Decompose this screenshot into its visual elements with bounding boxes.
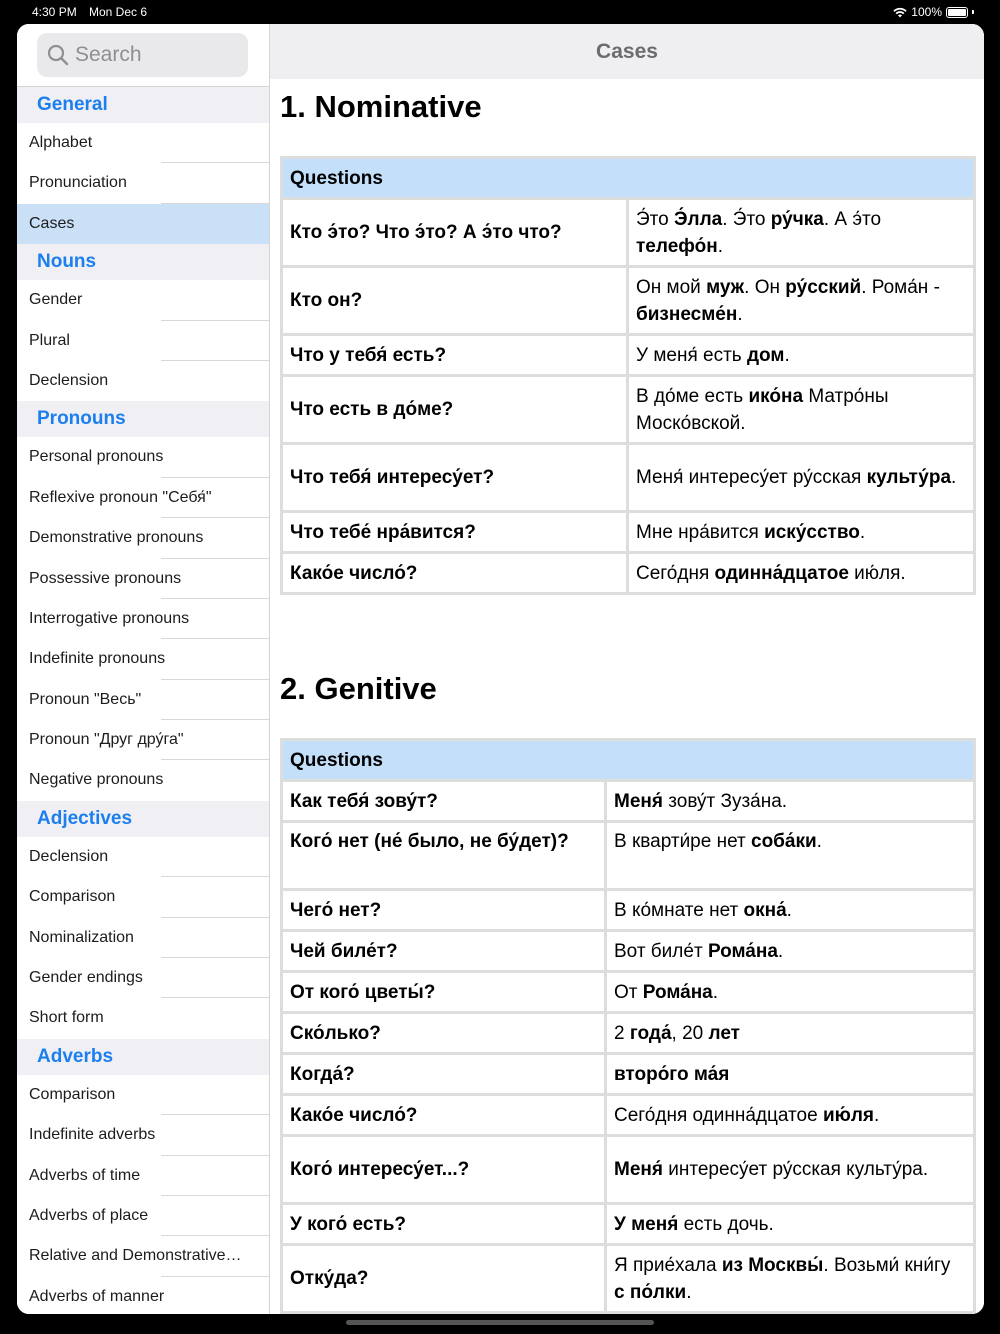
sidebar-item[interactable]: Reflexive pronoun "Себя́" <box>17 478 269 518</box>
status-bar <box>0 0 1000 24</box>
sidebar-item[interactable]: Alphabet <box>17 123 269 163</box>
sidebar-item[interactable]: Declension <box>17 837 269 877</box>
sidebar-item[interactable]: Personal pronouns <box>17 437 269 477</box>
nominative-table <box>280 156 976 595</box>
search-icon <box>47 44 69 66</box>
status-date: Mon Dec 6 <box>89 5 148 19</box>
page-title: Cases <box>270 24 984 79</box>
answer-cell: Меня́ интересу́ет ру́сская культу́ра. <box>628 444 975 512</box>
answer-cell: Мне нра́вится иску́сство. <box>628 512 975 553</box>
sidebar-item[interactable]: Nominalization <box>17 918 269 958</box>
sidebar-section-header: Nouns <box>17 244 269 280</box>
question-cell: Кто э́то? Что э́то? А э́то что? <box>282 199 628 267</box>
answer-cell: У меня́ есть дочь. <box>606 1204 975 1245</box>
sidebar-section-header: General <box>17 87 269 123</box>
table-row <box>282 1136 975 1204</box>
question-cell: Како́е число́? <box>282 553 628 594</box>
sidebar-item[interactable]: Adverbs of time <box>17 1156 269 1196</box>
table-row <box>282 972 975 1013</box>
answer-cell: Сего́дня одинна́дцатое ию́ля. <box>606 1095 975 1136</box>
question-cell: От кого́ цветы́? <box>282 972 606 1013</box>
search-field[interactable] <box>37 33 248 77</box>
question-cell: Ско́лько? <box>282 1013 606 1054</box>
sidebar <box>17 24 270 1314</box>
table-row <box>282 553 975 594</box>
sidebar-item[interactable]: Comparison <box>17 877 269 917</box>
table-row <box>282 1095 975 1136</box>
sidebar-item[interactable]: Adverbs of manner <box>29 1287 165 1305</box>
question-cell: Что есть в до́ме? <box>282 376 628 444</box>
nominative-table-header: Questions <box>282 158 975 199</box>
table-row <box>282 931 975 972</box>
question-cell: Чего́ нет? <box>282 890 606 931</box>
sidebar-item[interactable]: Indefinite adverbs <box>17 1115 269 1155</box>
sidebar-item[interactable]: Pronoun "Весь" <box>17 680 269 720</box>
sidebar-item[interactable]: Relative and Demonstrative… <box>17 1236 269 1276</box>
sidebar-item[interactable]: Gender <box>17 280 269 320</box>
answer-cell: Э́то Э́лла. Э́то ру́чка. А э́то телефо́н. <box>628 199 975 267</box>
table-row <box>282 890 975 931</box>
answer-cell: Меня́ зову́т Зуза́на. <box>606 781 975 822</box>
sidebar-item[interactable]: Pronoun "Друг дру́га" <box>17 720 269 760</box>
status-right <box>893 5 974 19</box>
table-row <box>282 512 975 553</box>
sidebar-item[interactable]: Pronunciation <box>17 163 269 203</box>
question-cell: Чей биле́т? <box>282 931 606 972</box>
table-row <box>282 781 975 822</box>
sidebar-item[interactable]: Gender endings <box>17 958 269 998</box>
table-row <box>282 1245 975 1313</box>
table-row <box>282 1013 975 1054</box>
answer-cell: второ́го ма́я <box>606 1054 975 1095</box>
answer-cell: Вот биле́т Рома́на. <box>606 931 975 972</box>
sidebar-section-header: Adjectives <box>17 801 269 837</box>
question-cell: Кого́ нет (не́ было, не бу́дет)? <box>282 822 606 890</box>
sidebar-item[interactable]: Short form <box>29 1009 104 1027</box>
sidebar-item[interactable]: Interrogative pronouns <box>17 599 269 639</box>
answer-cell: В кварти́ре нет соба́ки. <box>606 822 975 890</box>
question-cell: Отку́да? <box>282 1245 606 1313</box>
sidebar-item[interactable]: Comparison <box>17 1075 269 1115</box>
sidebar-section-header: Pronouns <box>17 401 269 437</box>
app-window <box>17 24 984 1314</box>
question-cell: У кого́ есть? <box>282 1204 606 1245</box>
detail-pane <box>270 24 984 1314</box>
genitive-heading: 2. Genitive <box>280 671 437 706</box>
answer-cell: У меня́ есть дом. <box>628 335 975 376</box>
answer-cell: 2 года́, 20 лет <box>606 1013 975 1054</box>
table-row <box>282 1054 975 1095</box>
battery-percent: 100% <box>911 5 942 19</box>
answer-cell: Я прие́хала из Москвы́. Возьми́ кни́гу с по́лки. <box>606 1245 975 1313</box>
question-cell: Что тебе́ нра́вится? <box>282 512 628 553</box>
question-cell: Что тебя́ интересу́ет? <box>282 444 628 512</box>
search-input[interactable] <box>75 33 240 77</box>
genitive-table-header: Questions <box>282 740 975 781</box>
sidebar-item[interactable]: Declension <box>29 371 109 389</box>
sidebar-item[interactable]: Cases <box>17 204 269 244</box>
answer-cell: В до́ме есть ико́на Матро́ны Моско́вской. <box>628 376 975 444</box>
table-row <box>282 199 975 267</box>
answer-cell: Он мой муж. Он ру́сский. Рома́н - бизнесме́н. <box>628 267 975 335</box>
answer-cell: Сего́дня одинна́дцатое ию́ля. <box>628 553 975 594</box>
question-cell: Что у тебя́ есть? <box>282 335 628 376</box>
content-area <box>270 79 984 1314</box>
table-row <box>282 376 975 444</box>
answer-cell: От Рома́на. <box>606 972 975 1013</box>
battery-icon <box>946 7 968 18</box>
table-row <box>282 267 975 335</box>
search-bar <box>17 24 269 87</box>
home-indicator[interactable] <box>346 1320 654 1325</box>
sidebar-item[interactable]: Adverbs of place <box>17 1196 269 1236</box>
wifi-icon <box>893 7 907 18</box>
table-row <box>282 444 975 512</box>
question-cell: Како́е число́? <box>282 1095 606 1136</box>
answer-cell: В ко́мнате нет окна́. <box>606 890 975 931</box>
question-cell: Кто он? <box>282 267 628 335</box>
answer-cell: Меня́ интересу́ет ру́сская культу́ра. <box>606 1136 975 1204</box>
question-cell: Кого́ интересу́ет...? <box>282 1136 606 1204</box>
table-row <box>282 335 975 376</box>
question-cell: Как тебя́ зову́т? <box>282 781 606 822</box>
genitive-table <box>280 738 976 1314</box>
sidebar-list <box>17 87 269 1314</box>
sidebar-item[interactable]: Plural <box>17 321 269 361</box>
table-row <box>282 822 975 890</box>
nominative-heading: 1. Nominative <box>280 89 482 124</box>
sidebar-section-header: Adverbs <box>17 1039 269 1075</box>
sidebar-item[interactable]: Demonstrative pronouns <box>17 518 269 558</box>
question-cell: Когда́? <box>282 1054 606 1095</box>
status-time: 4:30 PM <box>32 5 77 19</box>
table-row <box>282 1204 975 1245</box>
sidebar-item[interactable]: Possessive pronouns <box>17 559 269 599</box>
sidebar-item[interactable]: Negative pronouns <box>29 771 164 789</box>
sidebar-item[interactable]: Indefinite pronouns <box>17 639 269 679</box>
